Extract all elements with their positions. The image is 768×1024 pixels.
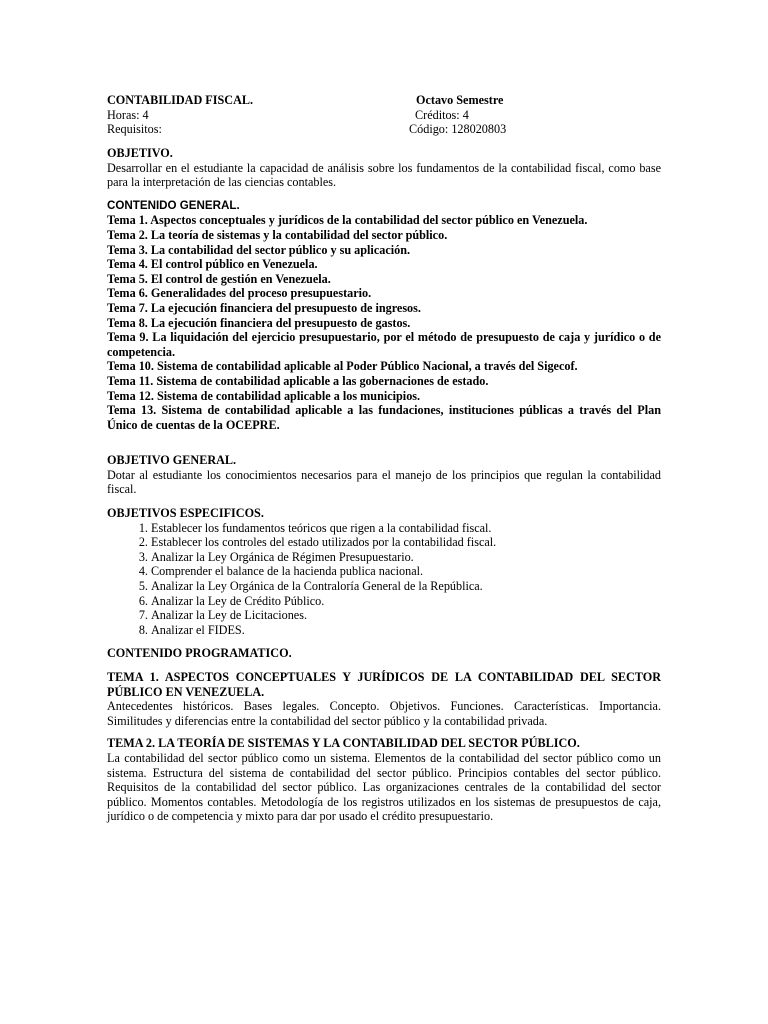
- course-title: CONTABILIDAD FISCAL.: [107, 93, 254, 107]
- course-hours: Horas: 4: [107, 107, 149, 122]
- topic-item-12: Tema 12. Sistema de contabilidad aplicable a los municipios.: [107, 388, 421, 403]
- topic-item-5: Tema 5. El control de gestión en Venezuela.: [107, 271, 331, 286]
- objective-heading: OBJETIVO.: [107, 146, 173, 160]
- general-objective-heading: OBJETIVO GENERAL.: [107, 453, 237, 468]
- program-topic-text: La contabilidad del sector público como un sistema. Elementos de la contabilidad del sector público como un sistema. Estructura del sistema de contabilidad del sector público. Principios contables del sector público. Requisitos de la contabilidad del sector público. Las organizaciones centrales de la contabilidad del sector público. Momentos contables. Metodología de los registros utilizados en los sistemas de presupuestos de caja, jurídico o de competencia y mixto para dar por usado el crédito presupuestario.: [107, 750, 661, 824]
- specific-objective-item: 2. Establecer los controles del estado utilizados por la contabilidad fiscal.: [151, 535, 661, 550]
- course-header-left: [107, 93, 253, 137]
- general-content-section: [107, 199, 661, 433]
- program-topic-title: TEMA 2. LA TEORÍA DE SISTEMAS Y LA CONTABILIDAD DEL SECTOR PÚBLICO.: [107, 736, 580, 751]
- objective-text: Desarrollar en el estudiante la capacidad de análisis sobre los fundamentos de la contabilidad fiscal, como base para la interpretación de las ciencias contables.: [107, 160, 661, 190]
- specific-objective-item: 1. Establecer los fundamentos teóricos que rigen a la contabilidad fiscal.: [151, 521, 661, 536]
- topic-item-4: Tema 4. El control público en Venezuela.: [107, 257, 318, 272]
- specific-objective-item: 5. Analizar la Ley Orgánica de la Contraloría General de la República.: [151, 579, 661, 594]
- document-content: [107, 93, 661, 824]
- specific-objective-item: 8. Analizar el FIDES.: [151, 623, 661, 638]
- topic-item-7: Tema 7. La ejecución financiera del presupuesto de ingresos.: [107, 300, 421, 315]
- specific-objective-item: 6. Analizar la Ley de Crédito Público.: [151, 594, 661, 609]
- specific-objectives-section: [107, 506, 661, 637]
- course-code: Código: 128020803: [409, 122, 507, 137]
- program-heading-section: [107, 646, 661, 661]
- general-content-heading: CONTENIDO GENERAL.: [107, 198, 240, 212]
- program-topic-text: Antecedentes históricos. Bases legales. Concepto. Objetivos. Funciones. Características. Importancia. Similitudes y diferencias entre la contabilidad del sector público y la contabilidad privada.: [107, 699, 661, 728]
- course-semester: Octavo Semestre: [416, 93, 504, 107]
- topic-item-13: Tema 13. Sistema de contabilidad aplicable a las fundaciones, instituciones públicas a través del Plan Único de cuentas de la OCEPRE.: [107, 403, 661, 432]
- topic-item-1: Tema 1. Aspectos conceptuales y jurídicos de la contabilidad del sector público en Venezuela.: [107, 213, 588, 228]
- topic-item-11: Tema 11. Sistema de contabilidad aplicable a las gobernaciones de estado.: [107, 373, 489, 388]
- topic-item-6: Tema 6. Generalidades del proceso presupuestario.: [107, 286, 372, 301]
- specific-objectives-list: [107, 521, 661, 638]
- topic-item-8: Tema 8. La ejecución financiera del presupuesto de gastos.: [107, 315, 411, 330]
- course-header-right: [409, 93, 506, 137]
- program-topic-2: [107, 736, 661, 824]
- general-objective-section: [107, 453, 661, 497]
- specific-objectives-heading: OBJETIVOS ESPECIFICOS.: [107, 506, 264, 521]
- specific-objective-item: 3. Analizar la Ley Orgánica de Régimen Presupuestario.: [151, 550, 661, 565]
- program-topic-title: TEMA 1. ASPECTOS CONCEPTUALES Y JURÍDICOS DE LA CONTABILIDAD DEL SECTOR PÚBLICO EN VENEZUELA.: [107, 670, 661, 699]
- specific-objective-item: 7. Analizar la Ley de Licitaciones.: [151, 608, 661, 623]
- general-objective-text: Dotar al estudiante los conocimientos necesarios para el manejo de los principios que regulan la contabilidad fiscal.: [107, 467, 661, 497]
- course-requirements: Requisitos:: [107, 122, 162, 137]
- program-heading: CONTENIDO PROGRAMATICO.: [107, 646, 292, 661]
- course-header: [107, 93, 661, 137]
- topic-item-9: Tema 9. La liquidación del ejercicio presupuestario, por el método de presupuesto de caja y jurídico o de competencia.: [107, 330, 661, 359]
- topic-item-10: Tema 10. Sistema de contabilidad aplicable al Poder Público Nacional, a través del Sigecof.: [107, 359, 578, 374]
- topic-item-3: Tema 3. La contabilidad del sector público y su aplicación.: [107, 242, 411, 257]
- topic-item-2: Tema 2. La teoría de sistemas y la contabilidad del sector público.: [107, 227, 448, 242]
- course-credits: Créditos: 4: [415, 107, 469, 122]
- specific-objective-item: 4. Comprender el balance de la hacienda publica nacional.: [151, 564, 661, 579]
- objective-section: [107, 146, 661, 190]
- program-topic-1: [107, 670, 661, 728]
- topic-list: [107, 213, 661, 432]
